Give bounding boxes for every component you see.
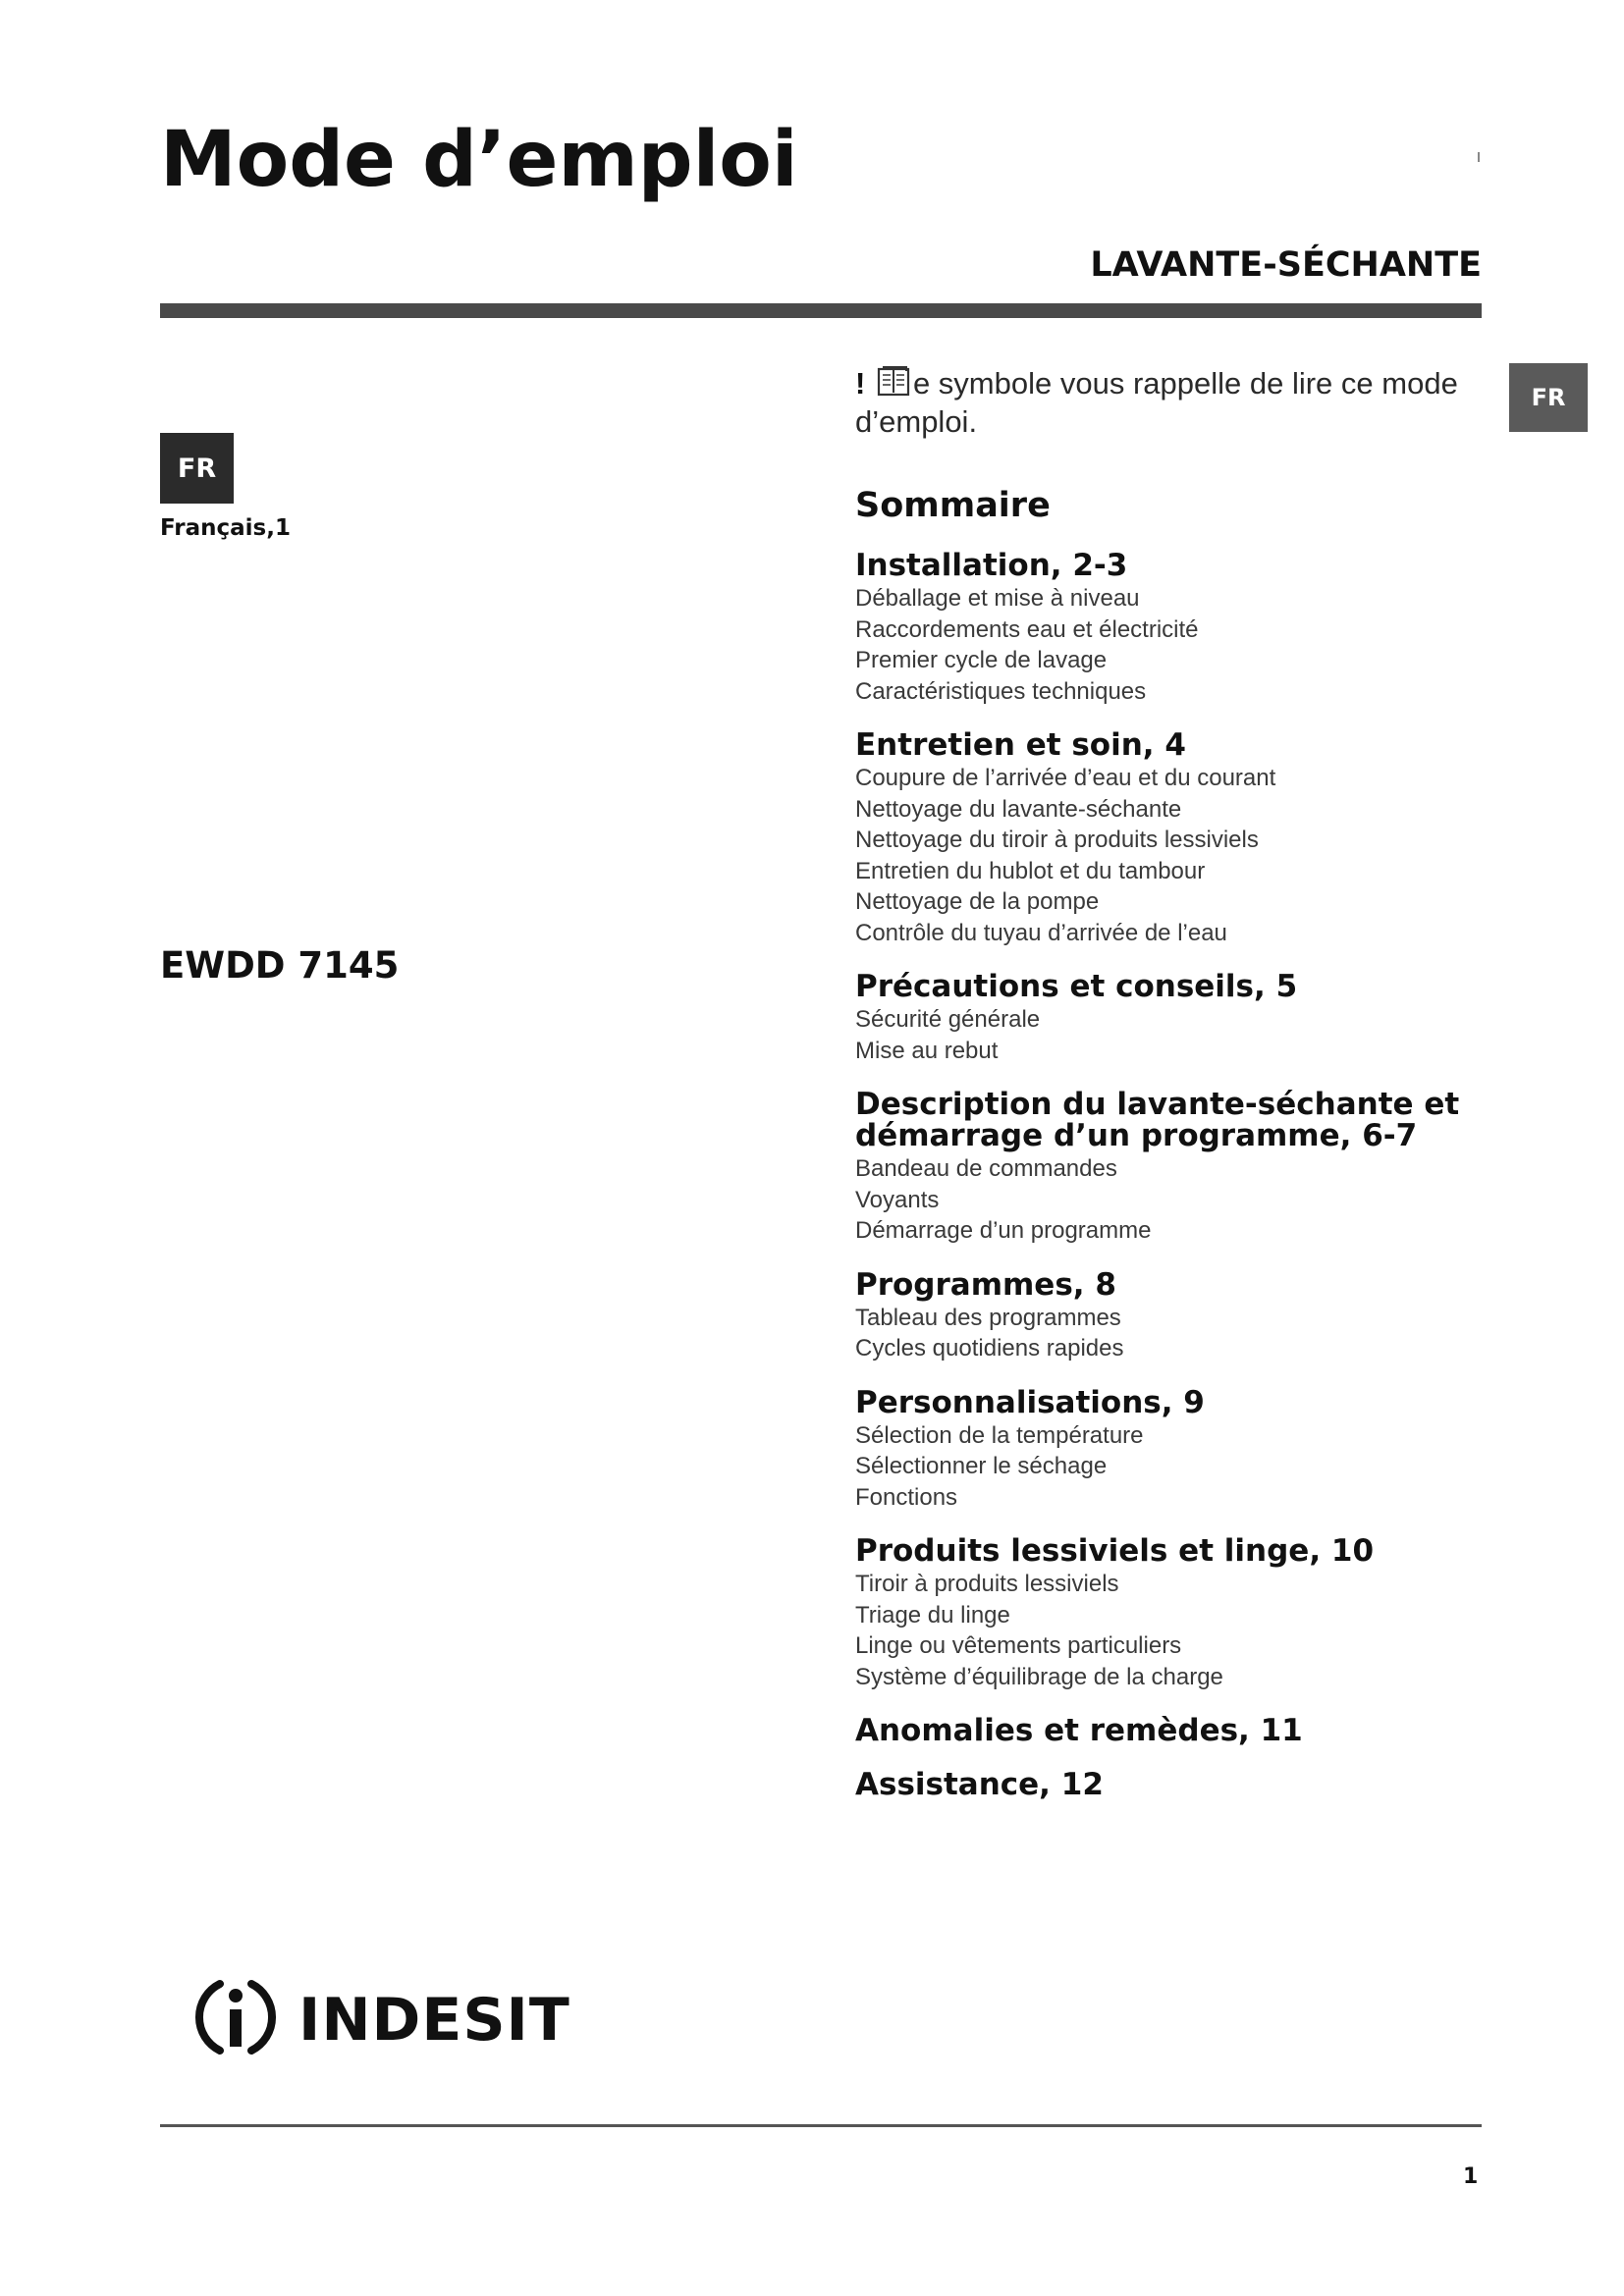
toc-item-list (855, 1569, 1484, 1692)
product-type: LAVANTE-SÉCHANTE (1090, 245, 1482, 285)
footer-divider (160, 2124, 1482, 2127)
toc-item-list (855, 1303, 1484, 1364)
toc-item: Entretien du hublot et du tambour (855, 857, 1206, 884)
toc-item-list (855, 583, 1484, 707)
toc-item: Bandeau de commandes (855, 1155, 1117, 1182)
margin-tick (1478, 152, 1480, 162)
page-title: Mode d’emploi (160, 116, 798, 204)
toc-item: Déballage et mise à niveau (855, 585, 1140, 612)
toc-section-heading: Assistance, 12 (855, 1767, 1104, 1802)
toc-section-heading: Programmes, 8 (855, 1266, 1116, 1303)
toc-section (855, 1715, 1484, 1746)
toc-section (855, 1535, 1484, 1692)
toc-section (855, 1089, 1484, 1247)
contents-column (855, 363, 1484, 1823)
toc-section-heading: Anomalies et remèdes, 11 (855, 1713, 1303, 1748)
reading-notice (855, 363, 1484, 439)
toc-item: Fonctions (855, 1483, 958, 1511)
toc-section-heading: Précautions et conseils, 5 (855, 969, 1298, 1004)
toc-item: Tiroir à produits lessiviels (855, 1571, 1119, 1597)
reading-notice-text: e symbole vous rappelle de lire ce mode d’emploi. (855, 366, 1458, 439)
warning-mark: ! (855, 366, 866, 400)
toc-section (855, 1384, 1484, 1514)
toc-item: Système d’équilibrage de la charge (855, 1663, 1223, 1690)
toc-section-heading: Personnalisations, 9 (855, 1384, 1205, 1420)
toc-item-list (855, 1420, 1484, 1514)
brand-name: INDESIT (298, 1985, 570, 2055)
toc-item: Nettoyage du lavante-séchante (855, 795, 1182, 823)
toc-section (855, 729, 1484, 948)
toc-item: Voyants (855, 1186, 940, 1213)
toc-item: Triage du linge (855, 1601, 1010, 1629)
toc-section-heading: Installation, 2-3 (855, 548, 1128, 583)
toc-item: Sélection de la température (855, 1421, 1144, 1449)
language-badge: FR (160, 433, 234, 504)
toc-item-list (855, 1004, 1484, 1066)
toc-item: Sélectionner le séchage (855, 1453, 1108, 1479)
brand-logo (187, 1968, 570, 2071)
language-page-ref: Français,1 (160, 515, 291, 541)
header-divider (160, 303, 1482, 318)
toc-section (855, 550, 1484, 707)
toc-section-heading: Entretien et soin, 4 (855, 727, 1186, 763)
toc-item: Premier cycle de lavage (855, 647, 1108, 673)
toc-section-heading: Description du lavante-séchante et démarrage d’un programme, 6-7 (855, 1087, 1460, 1153)
book-icon (876, 363, 913, 405)
toc-section-heading: Produits lessiviels et linge, 10 (855, 1533, 1375, 1569)
toc-item: Tableau des programmes (855, 1304, 1121, 1331)
toc-item: Cycles quotidiens rapides (855, 1335, 1124, 1362)
language-side-tab: FR (1509, 363, 1588, 432)
toc-title: Sommaire (855, 486, 1051, 525)
toc-section (855, 971, 1484, 1066)
toc-item: Mise au rebut (855, 1037, 999, 1064)
toc-list (855, 550, 1484, 1800)
toc-item: Contrôle du tuyau d’arrivée de l’eau (855, 919, 1227, 946)
page-number: 1 (1463, 2164, 1479, 2189)
indesit-logo-icon (187, 1968, 285, 2071)
toc-item: Linge ou vêtements particuliers (855, 1632, 1182, 1659)
toc-item-list (855, 763, 1484, 948)
toc-section (855, 1769, 1484, 1800)
toc-item: Sécurité générale (855, 1006, 1041, 1033)
toc-section (855, 1266, 1484, 1364)
model-number: EWDD 7145 (160, 944, 400, 987)
toc-item: Caractéristiques techniques (855, 677, 1147, 705)
toc-item-list (855, 1153, 1484, 1247)
toc-item: Coupure de l’arrivée d’eau et du courant (855, 765, 1276, 791)
toc-item: Nettoyage de la pompe (855, 888, 1100, 915)
toc-item: Nettoyage du tiroir à produits lessiviels (855, 827, 1259, 853)
toc-item: Démarrage d’un programme (855, 1217, 1152, 1244)
toc-item: Raccordements eau et électricité (855, 615, 1199, 643)
